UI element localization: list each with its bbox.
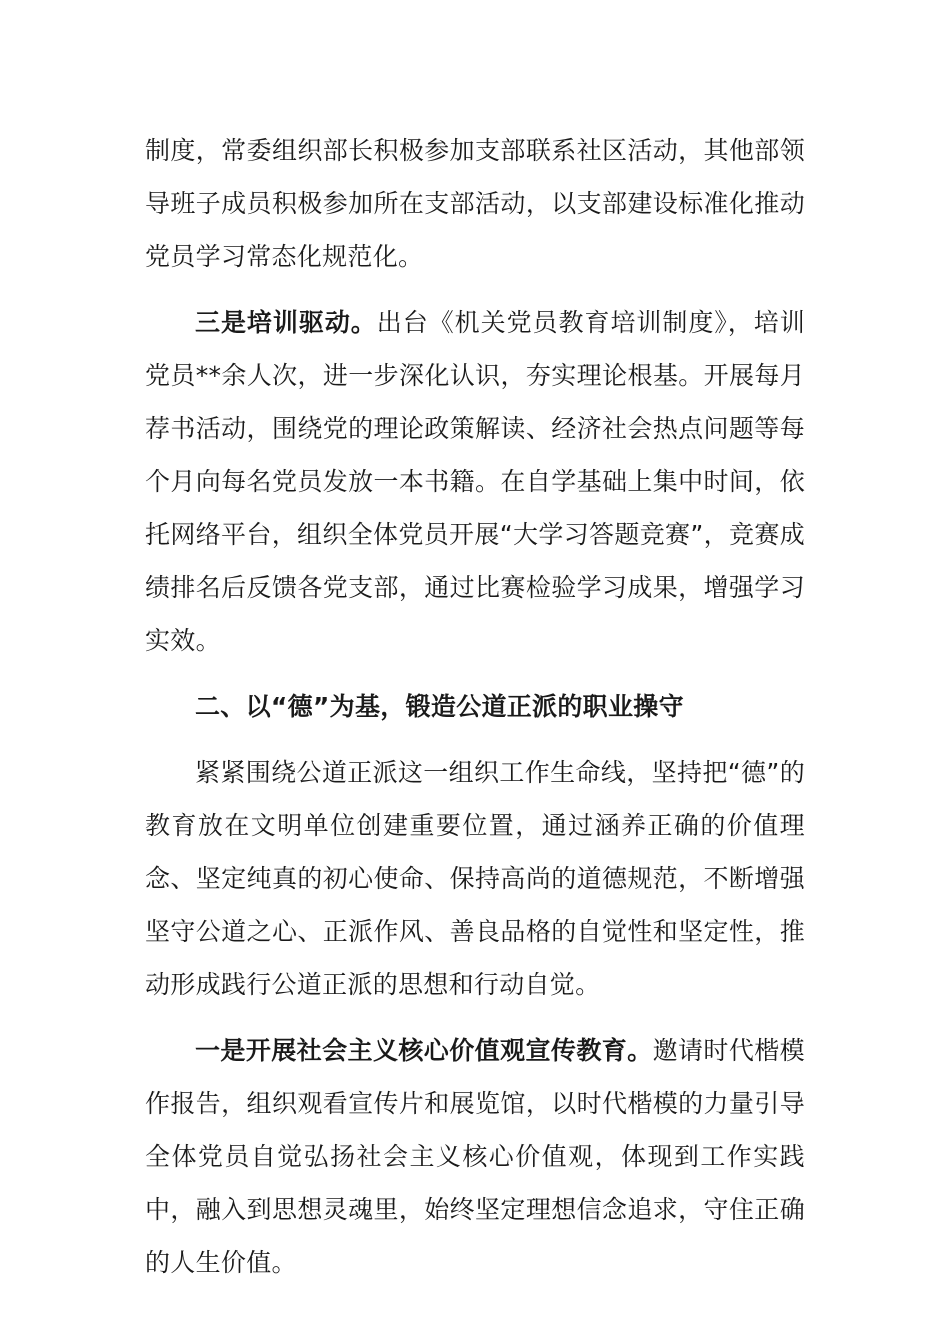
paragraph-text: 邀请时代楷模作报告，组织观看宣传片和展览馆，以时代楷模的力量引导全体党员自觉弘扬社会主义核心价值观，体现到工作实践中，融入到思想灵魂里，始终坚定理想信念追求，守住正确的人生价值。 — [145, 1036, 805, 1277]
paragraph-text: 制度，常委组织部长积极参加支部联系社区活动，其他部领导班子成员积极参加所在支部活动，以支部建设标准化推动党员学习常态化规范化。 — [145, 136, 805, 271]
paragraph-text: 出台《机关党员教育培训制度》，培训党员**余人次，进一步深化认识，夯实理论根基。开展每月荐书活动，围绕党的理论政策解读、经济社会热点问题等每个月向每名党员发放一本书籍。在自学基础上集中时间，依托网络平台，组织全体党员开展“大学习答题竞赛”，竞赛成绩排名后反馈各党支部，通过比赛检验学习成果，增强学习实效。 — [145, 308, 805, 655]
paragraph-training-drive — [145, 296, 805, 667]
paragraph-lead: 三是培训驱动。 — [195, 308, 377, 337]
paragraph-text: 紧紧围绕公道正派这一组织工作生命线，坚持把“德”的教育放在文明单位创建重要位置，通过涵养正确的价值理念、坚定纯真的初心使命、保持高尚的道德规范，不断增强坚守公道之心、正派作风、善良品格的自觉性和坚定性，推动形成践行公道正派的思想和行动自觉。 — [145, 758, 805, 999]
paragraph-lead: 一是开展社会主义核心价值观宣传教育。 — [195, 1036, 653, 1065]
paragraph-core-values — [145, 1024, 805, 1289]
document-body — [145, 124, 805, 1302]
section-heading: 二、以“德”为基，锻造公道正派的职业操守 — [195, 692, 684, 721]
paragraph-virtue-intro — [145, 746, 805, 1011]
paragraph-continuation — [145, 124, 805, 283]
